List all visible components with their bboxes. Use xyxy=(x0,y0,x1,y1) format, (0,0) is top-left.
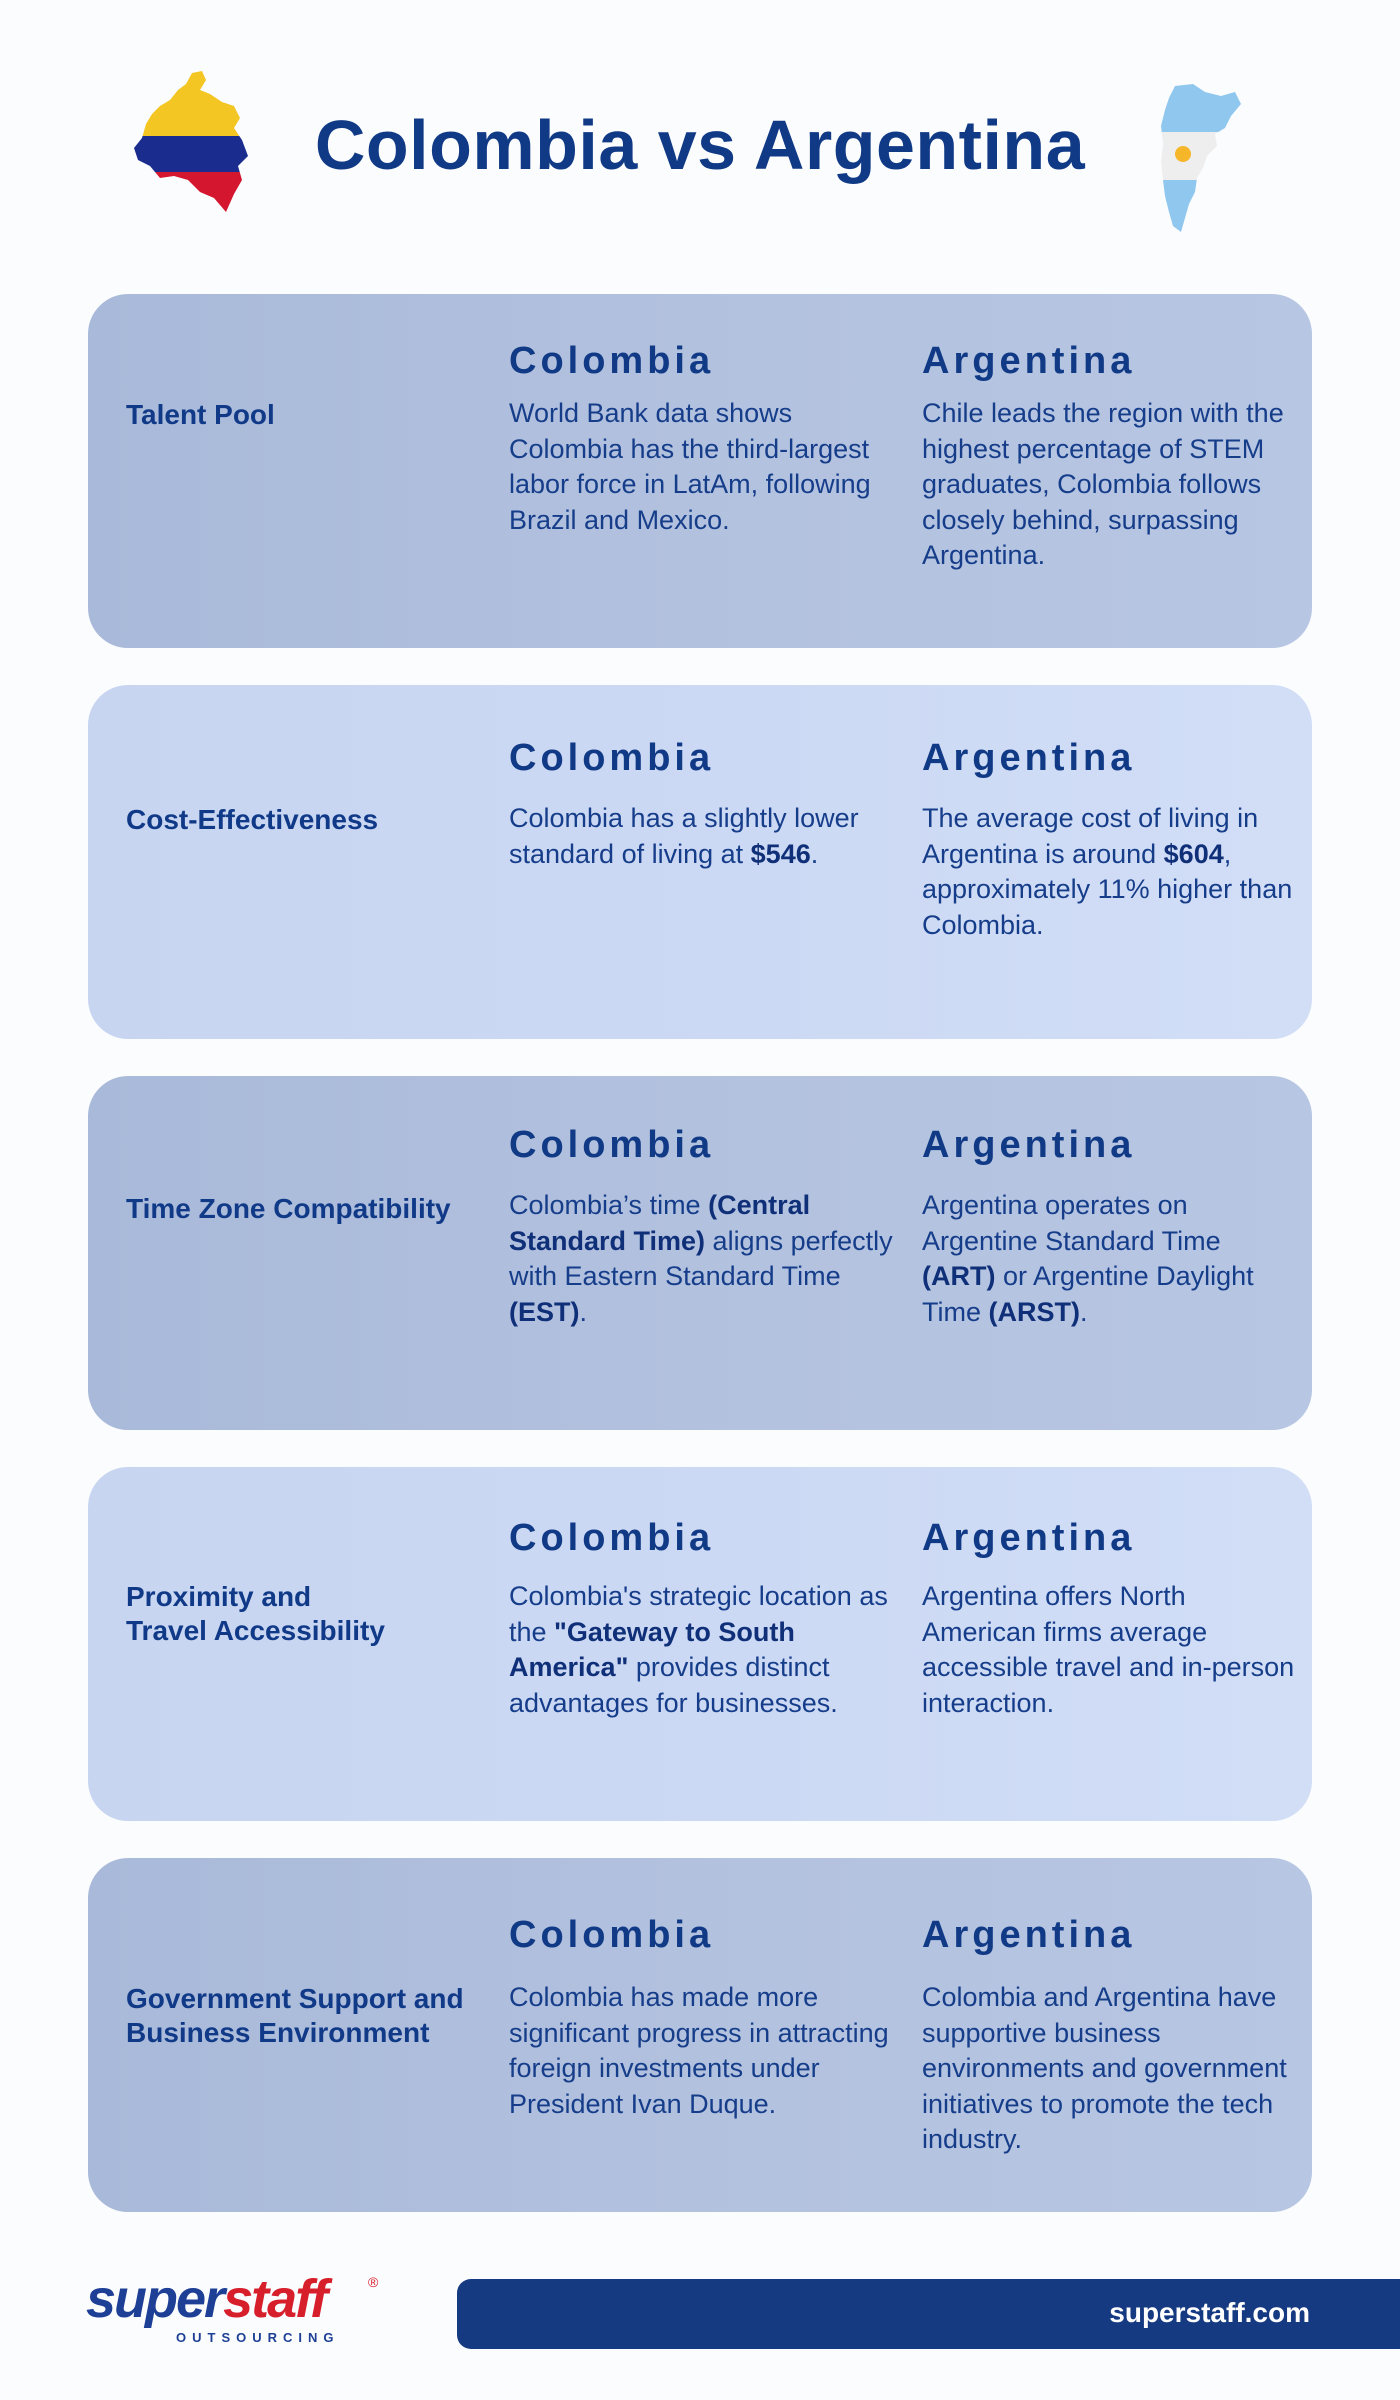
colombia-heading: Colombia xyxy=(509,1914,715,1956)
row-label: Government Support and Business Environment xyxy=(126,1983,464,2048)
footer-bar xyxy=(457,2279,1400,2349)
superstaff-logo[interactable] xyxy=(86,2268,386,2358)
comparison-row-proximity xyxy=(88,1467,1312,1821)
row-label: Time Zone Compatibility xyxy=(126,1193,451,1224)
argentina-text: Colombia and Argentina have supportive business environments and government initiatives to promote the tech industry. xyxy=(922,1982,1287,2154)
argentina-heading: Argentina xyxy=(922,1124,1136,1166)
comparison-row-time-zone xyxy=(88,1076,1312,1430)
colombia-text: Colombia’s time (Central Standard Time) aligns perfectly with Eastern Standard Time (EST). xyxy=(509,1190,893,1327)
colombia-text: Colombia has made more significant progress in attracting foreign investments under President Ivan Duque. xyxy=(509,1982,889,2119)
colombia-text: Colombia has a slightly lower standard of living at $546. xyxy=(509,803,859,869)
logo-tagline: OUTSOURCING xyxy=(176,2330,340,2345)
row-label: Talent Pool xyxy=(126,399,275,430)
logo-wordmark: superstaff xyxy=(86,2269,327,2329)
header xyxy=(0,0,1400,260)
argentina-text: Argentina operates on Argentine Standard Time (ART) or Argentine Daylight Time (ARST). xyxy=(922,1190,1254,1327)
argentina-text: The average cost of living in Argentina is around $604, approximately 11% higher than Colombia. xyxy=(922,803,1293,940)
argentina-heading: Argentina xyxy=(922,737,1136,779)
colombia-heading: Colombia xyxy=(509,340,715,382)
row-label: Proximity and Travel Accessibility xyxy=(126,1581,385,1646)
argentina-map-icon xyxy=(1145,82,1245,237)
argentina-text: Argentina offers North American firms average accessible travel and in-person interaction. xyxy=(922,1581,1295,1718)
colombia-heading: Colombia xyxy=(509,1124,715,1166)
argentina-heading: Argentina xyxy=(922,1914,1136,1956)
row-label: Cost-Effectiveness xyxy=(126,804,379,835)
argentina-heading: Argentina xyxy=(922,1517,1136,1559)
colombia-text: Colombia's strategic location as the "Gateway to South America" provides distinct advantages for businesses. xyxy=(509,1581,888,1718)
comparison-row-government-support xyxy=(88,1858,1312,2212)
colombia-text: World Bank data shows Colombia has the third-largest labor force in LatAm, following Brazil and Mexico. xyxy=(509,398,871,535)
comparison-row-cost-effectiveness xyxy=(88,685,1312,1039)
website-link[interactable]: superstaff.com xyxy=(1109,2297,1310,2328)
colombia-heading: Colombia xyxy=(509,737,715,779)
page-title: Colombia vs Argentina xyxy=(314,106,1086,184)
argentina-text: Chile leads the region with the highest percentage of STEM graduates, Colombia follows closely behind, surpassing Argentina. xyxy=(922,398,1284,570)
colombia-heading: Colombia xyxy=(509,1517,715,1559)
comparison-row-talent-pool xyxy=(88,294,1312,648)
registered-mark: ® xyxy=(368,2274,379,2290)
argentina-heading: Argentina xyxy=(922,340,1136,382)
